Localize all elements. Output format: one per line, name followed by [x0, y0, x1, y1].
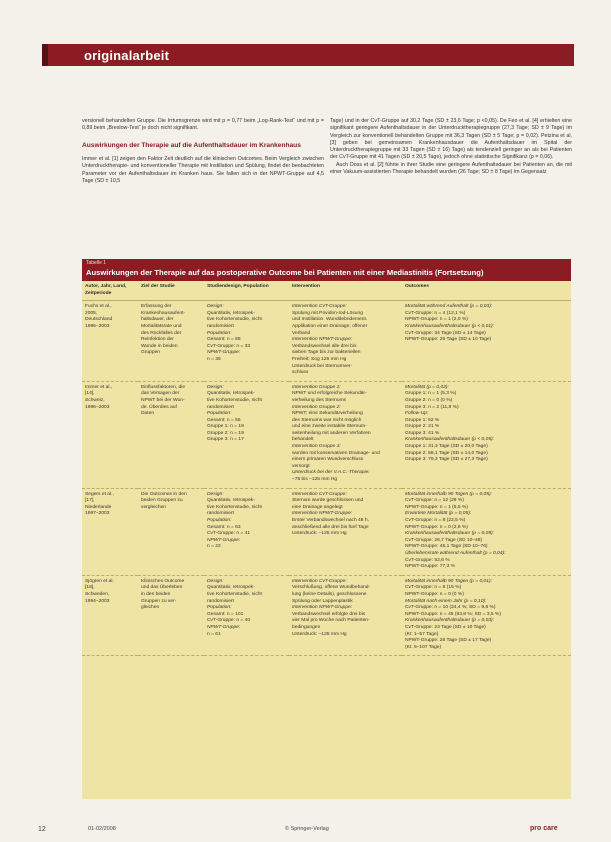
- cell-line: [17],: [85, 498, 95, 504]
- cell-line: Sjögren et al.: [85, 578, 114, 584]
- cell-line: schluss: [292, 370, 309, 376]
- cell-line: tive Kohortenstudie, nicht: [207, 397, 262, 403]
- cell-line: anschließend alle drei bis fünf Tage: [292, 524, 369, 530]
- cell-line: Daten: [141, 411, 155, 417]
- cell-line: NPWT und erfolgreiche Sekundär-: [292, 391, 367, 397]
- cell-line: NPWT-Gruppe: 77,3 %: [405, 564, 456, 570]
- cell-line: CvT-Gruppe: n = 12 (29 %): [405, 498, 464, 504]
- cell-line: Wunde in beiden: [141, 343, 178, 349]
- cell-line: seitenheilung mit anderen Verfahren: [292, 430, 371, 436]
- cell-line: NPWT-Gruppe: 25 Tage (SD ± 10 Tage): [405, 337, 492, 343]
- cell-line: Krankenhausaufenthaltsdauer (p = 0,09):: [405, 531, 495, 537]
- cell-line: Design:: [207, 384, 224, 390]
- header-accent: [42, 44, 48, 66]
- cell-author: [82, 488, 138, 575]
- cell-outcomes: [402, 381, 571, 488]
- left-column: [82, 118, 324, 185]
- cell-line: n = 61: [207, 631, 221, 637]
- cell-line: sieben Tage bis zur bakteriellen: [292, 350, 361, 356]
- page-number: 12: [38, 826, 46, 833]
- cell-author: [82, 575, 138, 656]
- cell-line: randomisiert: [207, 598, 234, 604]
- cell-line: Intervention Gruppe 3:: [292, 444, 341, 450]
- body-paragraph: Immer et al. [1] zeigen den Faktor Zeit deutlich auf die klinischen Outcomes. Beim Vergleich zwischen Unterdrucktherapie- und konventioneller Therapie mit Instillation und Spülung, findet der beobachteten Parameter vor der Aufenthaltsdauer im Kranken haus. Sie fallen sich in der NPWT-Gruppe auf 4,5 Tage (SD ± 10,5: [82, 156, 324, 184]
- cell-line: Krankenhausaufenthaltsdauer (p < 0,05):: [405, 437, 495, 443]
- cell-line: Verband: [292, 330, 311, 336]
- cell-line: und das Überleben: [141, 585, 183, 591]
- cell-line: Quantitativ, retrospek-: [207, 585, 255, 591]
- cell-line: 1996–2003: [85, 404, 110, 410]
- cell-line: Intervention NPWT-Gruppe:: [292, 511, 353, 517]
- section-heading: Auswirkungen der Therapie auf die Aufenthaltsdauer im Krankenhaus: [82, 141, 301, 149]
- cell-line: tive Kohortenstudie, nicht: [207, 591, 262, 597]
- cell-line: CvT-Gruppe: n = 40: [207, 618, 251, 624]
- cell-line: Mortalitätsrate und: [141, 323, 182, 329]
- cell-line: Intervention CvT-Gruppe:: [292, 578, 347, 584]
- cell-design: [204, 575, 289, 656]
- cell-line: Follow-Up:: [405, 411, 429, 417]
- cell-aim: [138, 301, 204, 382]
- cell-line: CvT-Gruppe: n = 33: [207, 343, 251, 349]
- cell-line: Design:: [207, 304, 224, 310]
- table-row: [82, 488, 571, 575]
- cell-line: NPWT-Gruppe:: [207, 350, 241, 356]
- cell-line: verheilung des Sternums: [292, 397, 347, 403]
- cell-line: CvT-Gruppe: n = 6 (15 %): [405, 585, 462, 591]
- cell-line: Applikation einer Drainage; offener: [292, 323, 368, 329]
- cell-intervention: [289, 488, 402, 575]
- header-intervention: Intervention: [289, 281, 402, 301]
- cell-line: Gruppe 1: n = 19: [207, 424, 244, 430]
- cell-line: NPWT-Gruppe: n = 45 (93,8 %; SD = 3,5 %): [405, 611, 501, 617]
- cell-aim: [138, 488, 204, 575]
- cell-line: CvT-Gruppe: n = 4 (12,1 %): [405, 310, 466, 316]
- table-number: Tabelle 1: [86, 260, 107, 266]
- cell-line: und Instillation. Wunddebridement.: [292, 317, 368, 323]
- cell-line: Gesamt: n = 68: [207, 337, 241, 343]
- cell-line: (KI: 5–107 Tage): [405, 644, 442, 650]
- cell-line: Gruppe 3: n = 17: [207, 437, 244, 443]
- cell-line: randomisiert: [207, 511, 234, 517]
- cell-line: Einflussfaktoren, die: [141, 384, 186, 390]
- cell-line: lung (keine Details), geschlossene: [292, 591, 367, 597]
- cell-line: Intervention NPWT-Gruppe:: [292, 337, 353, 343]
- cell-line: Krankenhausaufenthaltsdauer (p = 0,03):: [405, 618, 495, 624]
- cell-author: [82, 381, 138, 488]
- cell-line: Gruppe 3: 79,3 Tage (SD ± 27,3 Tage): [405, 457, 488, 463]
- cell-line: haltsdauer, der: [141, 317, 174, 323]
- cell-line: NPWT-Gruppe: n = 0 (0 %): [405, 591, 464, 597]
- cell-line: Gruppe 3: 41 %: [405, 430, 440, 436]
- right-paragraph-1: Tage) und in der CvT-Gruppe auf 30,2 Tage (SD ± 23,6 Tage; p <0,05). De Feo et al. [4] erhielten eine signifikant geringere Aufenthaltsdauer in der Unterdrucktherapiegruppe (27,3 Tage; SD ± 9 Tage) im Vergleich zur konventionell behandelten Gruppe mit 36,3 Tagen (SD ± 5 Tage; p = 0,02). Petzina et al. [3] geben bei gemeinsamen Krankenhausdauer die Aufenthaltsdauer im Spital der Unterdrucktherapiegruppe mit 33 Tagen (SD ± 16) Tage) als tendenziell geringer an als bei Patienten der CvT-Gruppe mit 41 Tagen (SD ± 20,5 Tage), jedoch ohne statistische Signifikanz (p = 0,06).: [330, 118, 572, 161]
- cell-line: Klinisches Outcome: [141, 578, 185, 584]
- cell-line: NPWT bei der Wun-: [141, 397, 185, 403]
- cell-design: [204, 488, 289, 575]
- cell-intervention: [289, 381, 402, 488]
- cell-line: Gesamt: n = 63: [207, 524, 241, 530]
- cell-line: (KI: 1–57 Tage): [405, 631, 439, 637]
- cell-line: Die Outcomes in den: [141, 491, 187, 497]
- cell-line: behandelt: [292, 437, 314, 443]
- cell-line: Mortalität nach einem Jahr (p = 0,10):: [405, 598, 487, 604]
- cell-line: n = 35: [207, 356, 221, 362]
- cell-line: Design:: [207, 578, 224, 584]
- cell-line: Population:: [207, 411, 232, 417]
- cell-outcomes: [402, 575, 571, 656]
- cell-intervention: [289, 575, 402, 656]
- cell-line: Mortalität (p = 0,02):: [405, 384, 449, 390]
- cell-line: in den beiden: [141, 591, 171, 597]
- cell-line: Gruppe 2: 58,1 Tage (SD ± 14,0 Tage): [405, 450, 488, 456]
- cell-line: vier Mal pro Woche nach Patienten-: [292, 618, 370, 624]
- cell-line: NPWT-Gruppe: n = 1 (5,5 %): [405, 504, 468, 510]
- cell-line: Gruppe 1: n = 1 (5,3 %): [405, 391, 457, 397]
- cell-line: Mortalität innerhalb 90 Tagen (p = 0,05):: [405, 491, 492, 497]
- cell-line: Population:: [207, 518, 232, 523]
- cell-line: Überlebensrate während Aufenthalt (p = 0,04):: [405, 550, 506, 556]
- cell-design: [204, 301, 289, 382]
- cell-line: NPWT-Gruppe: n = 1 (2,9 %): [405, 317, 468, 323]
- cell-line: Reinfektion der: [141, 337, 174, 343]
- cell-design: [204, 381, 289, 488]
- publisher: © Springer-Verlag: [285, 826, 329, 832]
- cell-line: 2005,: [85, 310, 98, 316]
- cell-line: Quantitativ, retrospek-: [207, 310, 255, 316]
- cell-line: Gruppe 2: n = 19: [207, 430, 244, 436]
- cell-line: Intervention Gruppe 1:: [292, 384, 341, 390]
- cell-line: Immer et al.,: [85, 384, 113, 390]
- cell-line: CvT-Gruppe: 26,7 Tage (SD 10–48): [405, 537, 483, 543]
- intro-paragraph: versionell behandelten Gruppe. Die Irrtumsgrenze wird mit p = 0,77 beim „Log-Rank-Test“ und mit p = 0,89 beim „Breslow-Test“ je doch nicht signifikant.: [82, 118, 324, 132]
- header-outcomes: Outcomes: [402, 281, 571, 301]
- cell-line: 1997–2003: [85, 511, 110, 517]
- cell-line: tive Kohortenstudie, nicht: [207, 317, 262, 323]
- cell-line: vergleichen: [141, 504, 167, 510]
- cell-line: Design:: [207, 491, 224, 497]
- cell-line: Intervention NPWT-Gruppe:: [292, 605, 353, 611]
- cell-line: [14],: [85, 391, 95, 397]
- cell-line: Intervention CvT-Gruppe:: [292, 491, 347, 497]
- cell-line: und eine zweite instabile Sternum-: [292, 424, 367, 430]
- cell-line: Gesamt: n = 101: [207, 611, 244, 617]
- cell-line: Population:: [207, 605, 232, 611]
- cell-line: Verbandswechsel erfolgte drei bis: [292, 611, 366, 617]
- cell-line: Niederlande: [85, 504, 112, 510]
- cell-line: Verschlußung, offene Wundbehand-: [292, 585, 371, 591]
- cell-line: Freiheit; Sog 125 mm Hg: [292, 356, 347, 362]
- cell-line: CvT-Gruppe: 34 Tage (SD ± 14 Tage): [405, 330, 486, 336]
- cell-line: Unterdruck bei Sternumver-: [292, 363, 353, 369]
- right-paragraph-2: Auch Doss et al. [2] führte in ihrer Studie eine geringere Aufenthaltsdauer bei Patienten an, die mit einer Vakuum-assistierten Therapie behandelt wurden (26 Tage; SD ± 8 Tage) im Gegensatz: [330, 161, 572, 176]
- cell-line: Krankenhausaufent-: [141, 310, 186, 316]
- cell-line: CvT-Gruppe: n = 10 (24,4 %; SD = 9,8 %): [405, 605, 496, 611]
- header-design: Studiendesign, Population: [204, 281, 289, 301]
- cell-line: des Rückfalles der: [141, 330, 182, 336]
- table-header-row: [82, 281, 571, 301]
- cell-line: Gruppe 2: n = 0 (0 %): [405, 397, 453, 403]
- table-title: Auswirkungen der Therapie auf das postoperative Outcome bei Patienten mit einer Mediastinitis (Fortsetzung): [86, 268, 484, 277]
- cell-line: de. Überdies auf: [141, 404, 177, 410]
- cell-line: Mortalität während Aufenthalt (p = 0,03):: [405, 304, 493, 310]
- cell-line: Gruppen zu ver-: [141, 598, 177, 604]
- cell-line: Unterdruck: –125 mm Hg: [292, 531, 347, 537]
- cell-line: Schweiz,: [85, 397, 105, 403]
- cell-line: NPWT; eine Sekundärverheilung: [292, 411, 363, 417]
- cell-line: Gruppe 1: 31,3 Tage (SD ± 20,0 Tage): [405, 444, 488, 450]
- cell-line: Mortalität innerhalb 90 Tagen (p = 0,01):: [405, 578, 492, 584]
- cell-line: 1996–2003: [85, 323, 110, 329]
- cell-line: CvT-Gruppe: 23 Tage (SD ± 10 Tage): [405, 624, 486, 630]
- right-column: [330, 118, 572, 176]
- cell-line: n = 22: [207, 544, 221, 550]
- cell-line: NPWT-Gruppe:: [207, 624, 241, 630]
- cell-aim: [138, 575, 204, 656]
- cell-line: Unterdruck: –125 mm Hg: [292, 631, 347, 637]
- table-row: [82, 301, 571, 382]
- cell-line: Gruppen: [141, 350, 161, 356]
- results-table: [82, 281, 571, 656]
- section-title: originalarbeit: [84, 48, 170, 63]
- cell-intervention: [289, 301, 402, 382]
- cell-line: Krankenhausaufenthaltsdauer (p < 0,01):: [405, 323, 495, 329]
- cell-line: Gruppe 1: 52 %: [405, 417, 440, 423]
- cell-line: Erfassung der: [141, 304, 172, 310]
- cell-line: versorgt: [292, 463, 310, 469]
- cell-line: Quantitativ, retrospek-: [207, 391, 255, 397]
- header-aim: Ziel der Studie: [138, 281, 204, 301]
- cell-line: Erwartete Mortalität (p = 0,05):: [405, 511, 472, 517]
- cell-line: CvT-Gruppe: n = 8 (22,5 %): [405, 518, 466, 523]
- cell-line: randomisiert: [207, 323, 234, 329]
- cell-outcomes: [402, 301, 571, 382]
- cell-line: Intervention Gruppe 2:: [292, 404, 341, 410]
- cell-line: Unterdruck bei der V.A.C.-Therapie:: [292, 470, 370, 476]
- cell-line: Segers et al.,: [85, 491, 114, 497]
- cell-outcomes: [402, 488, 571, 575]
- cell-line: Verbandswechsel alle drei bis: [292, 343, 357, 349]
- cell-line: Intervention CvT-Gruppe:: [292, 304, 347, 310]
- cell-line: NPWT-Gruppe: 28 Tage (SD ± 17 Tage): [405, 638, 492, 644]
- table-caption-bar: [82, 259, 571, 281]
- journal-name: pro care: [530, 825, 558, 832]
- cell-line: NPWT-Gruppe:: [207, 537, 241, 543]
- cell-line: –75 bis –125 mm Hg: [292, 477, 338, 483]
- cell-line: tive Kohortenstudie, nicht: [207, 504, 262, 510]
- cell-line: Schweden,: [85, 591, 110, 597]
- cell-line: Quantitativ, retrospek-: [207, 498, 255, 504]
- cell-line: beiden Gruppen zu: [141, 498, 183, 504]
- table-row: [82, 575, 571, 656]
- cell-line: Spülung oder Lappenplastik: [292, 598, 353, 604]
- cell-line: 1994–2003: [85, 598, 110, 604]
- cell-line: einem primären Wundverschluss: [292, 457, 364, 463]
- cell-line: [18],: [85, 585, 95, 591]
- cell-line: Gesamt: n = 55: [207, 417, 241, 423]
- cell-line: randomisiert: [207, 404, 234, 410]
- cell-line: Spülung mit Povidon-Iod-Lösung: [292, 310, 363, 316]
- cell-line: Deutschland: [85, 317, 113, 323]
- cell-line: NPWT-Gruppe: n = 0 (2,6 %): [405, 524, 468, 530]
- cell-line: eine Drainage angelegt: [292, 504, 343, 510]
- cell-line: CvT-Gruppe: 52,6 %: [405, 557, 450, 563]
- issue-date: 01-02/2008: [88, 826, 116, 832]
- cell-line: Gruppe 3: n = 2 (11,8 %): [405, 404, 459, 410]
- cell-line: Erster Verbandswechsel nach 48 h,: [292, 518, 369, 523]
- header-author: Autor, Jahr, Land, Zeitperiode: [82, 281, 138, 301]
- cell-line: gleichen: [141, 605, 160, 611]
- results-table-box: [82, 259, 571, 799]
- cell-line: des Sternums war nicht möglich: [292, 417, 362, 423]
- cell-line: das Versagen der: [141, 391, 180, 397]
- cell-line: wurden mit konservativen Drainage- und: [292, 450, 380, 456]
- cell-author: [82, 301, 138, 382]
- cell-line: CvT-Gruppe: n = 41: [207, 531, 251, 537]
- cell-line: Population:: [207, 330, 232, 336]
- cell-line: NPWT-Gruppe: 46,1 Tage (SD 10–76): [405, 544, 488, 550]
- cell-line: Fuchs et al.,: [85, 304, 112, 310]
- table-row: [82, 381, 571, 488]
- cell-line: Sternum wurde geschlossen und: [292, 498, 364, 504]
- cell-line: Gruppe 2: 21 %: [405, 424, 440, 430]
- cell-aim: [138, 381, 204, 488]
- cell-line: bedingungen: [292, 624, 321, 630]
